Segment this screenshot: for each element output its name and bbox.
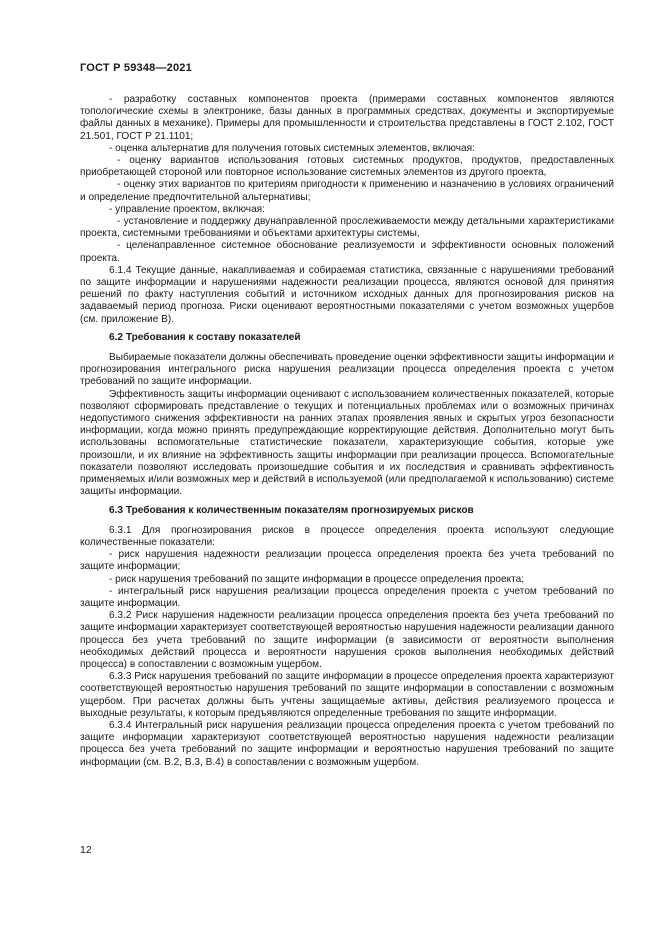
section-heading-6-3: 6.3 Требования к количественным показателям прогнозируемых рисков — [109, 504, 474, 516]
paragraph-6-1-4: 6.1.4 Текущие данные, накапливаемая и собираемая статистика, связанные с нарушениями требований по защите информации и нарушениями надежности реализации процесса, являются основой для принятия решений по факту наступления событий и источником исходных данных для прогнозирования рисков на задаваемый период прогноза. Риски оценивают вероятностными показателями с учетом возможных ущербов (см. приложение В). — [80, 264, 614, 325]
list-item: - интегральный риск нарушения реализации процесса определения проекта с учетом требований по защите информации. — [80, 585, 614, 609]
page-number: 12 — [80, 844, 92, 856]
paragraph: Выбираемые показатели должны обеспечивать проведение оценки эффективности защиты информации и прогнозирования интегрального риска нарушения реализации процесса определения проекта с учетом требований по защите информации. — [80, 352, 614, 388]
paragraph-6-3-2: 6.3.2 Риск нарушения надежности реализации процесса определения проекта без учета требований по защите информации характеризует соответствующей вероятностью нарушения надежности реализации данного процесса без учета требований по защите информации (в зависимости от вероятности выполнения необходимых действий процесса и вероятности нарушения сроков выполнения необходимых действий процесса) в сопоставлении с возможным ущербом. — [80, 610, 614, 670]
paragraph-6-3-4: 6.3.4 Интегральный риск нарушения реализации процесса определения проекта с учетом требований по защите информации характеризуют соответствующей вероятностью нарушения надежности реализации процесса без учета требований по защите информации и вероятностью нарушения требований по защите информации (см. В.2, В.3, В.4) в сопоставлении с возможным ущербом. — [80, 719, 614, 768]
section-heading-6-2: 6.2 Требования к составу показателей — [109, 331, 301, 343]
paragraph: Эффективность защиты информации оценивают с использованием количественных показателей, которые позволяют сформировать представление о текущих и потенциальных проблемах или о возможных причинах недопустимого снижения эффективности на ранних этапах проявления явных и скрытых угроз безопасности информации, когда можно принять предупреждающие корректирующие действия. Дополнительно могут быть использованы вспомогательные статистические показатели, характеризующие события, которые уже произошли, и их влияние на эффективность защиты информации при реализации процесса. Вспомогательные показатели позволяют исследовать произошедшие события и их последствия и сравнивать эффективность применяемых и/или возможных мер и действий в используемой (или предполагаемой к использованию) системе защиты информации. — [80, 388, 614, 498]
document-body — [80, 94, 614, 769]
sub-list-item: - установление и поддержку двунаправленной прослеживаемости между детальными характеристиками проекта, системными требованиями и объектами архитектуры системы, — [80, 216, 614, 240]
paragraph-6-3-3: 6.3.3 Риск нарушения требований по защите информации в процессе определения проекта характеризуют соответствующей вероятностью нарушения требований по защите информации в сопоставлении с возможным ущербом. При расчетах должны быть учтены защищаемые активы, действия реализуемого процесса и выходные результаты, к которым предъявляются определенные требования по защите информации. — [80, 671, 614, 719]
sub-list-item: - оценку этих вариантов по критериям пригодности к применению и назначению в условиях ограничений и определение предпочтительной альтернативы; — [80, 179, 614, 203]
list-item: - риск нарушения требований по защите информации в процессе определения проекта; — [109, 573, 525, 585]
sub-list-item: - оценку вариантов использования готовых системных продуктов, продуктов, предоставленных приобретающей стороной или повторное использование системных элементов из другого проекта, — [80, 155, 614, 179]
paragraph-6-3-1: 6.3.1 Для прогнозирования рисков в процессе определения проекта используют следующие количественные показатели: — [80, 524, 614, 548]
list-item: - разработку составных компонентов проекта (примерами составных компонентов являются топологические схемы в электронике, базы данных в программных средствах, документы и экспортируемые файлы данных в механике). Примеры для промышленности и строительства представлены в ГОСТ 2.102, ГОСТ 21.501, ГОСТ Р 21.1101; — [80, 94, 614, 142]
document-code-header: ГОСТ Р 59348—2021 — [80, 62, 192, 74]
sub-list-item: - целенаправленное системное обоснование реализуемости и эффективности основных положений проекта. — [80, 240, 614, 264]
list-item: - оценка альтернатив для получения готовых системных элементов, включая: — [109, 142, 475, 154]
list-item: - риск нарушения надежности реализации процесса определения проекта без учета требований по защите информации; — [80, 549, 614, 573]
list-item: - управление проектом, включая: — [109, 203, 265, 215]
